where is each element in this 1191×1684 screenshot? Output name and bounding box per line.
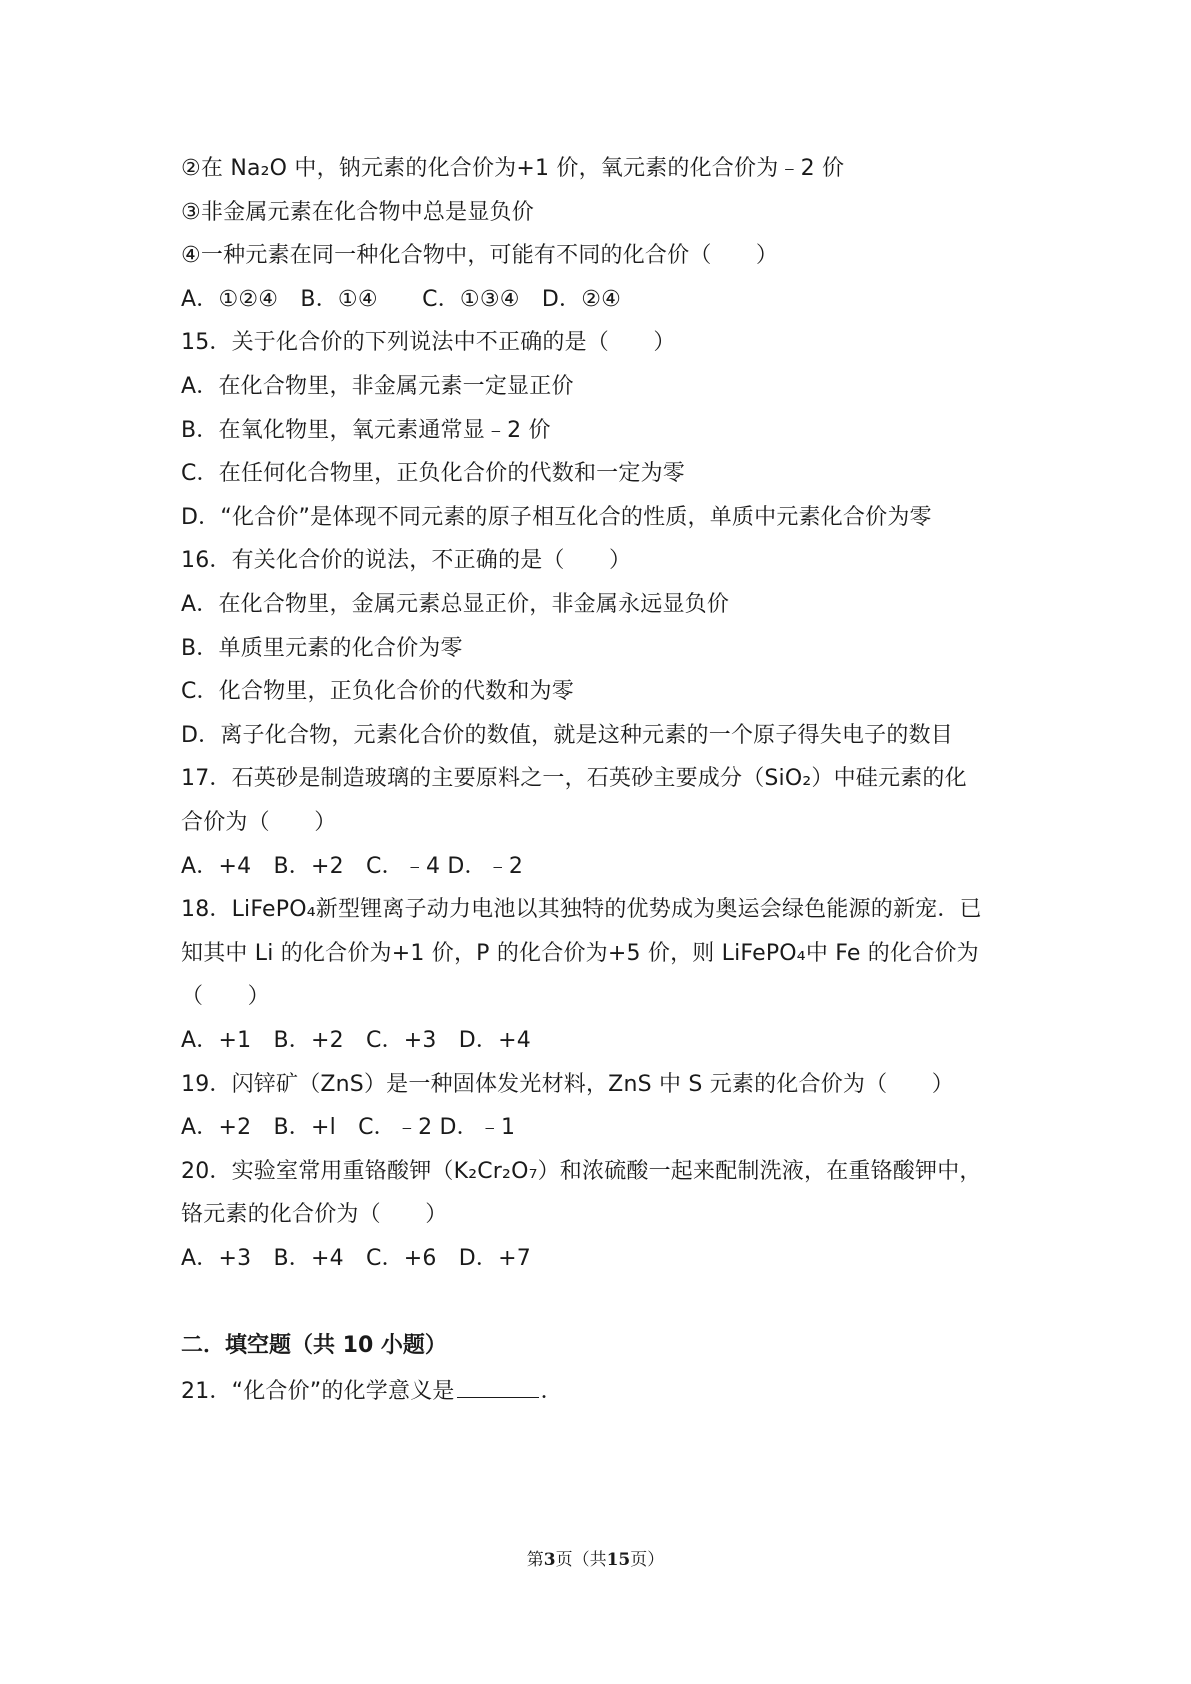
q16-option-c: C．化合物里，正负化合价的代数和为零 xyxy=(181,679,574,704)
q20-options: A．+3 B．+4 C．+6 D．+7 xyxy=(181,1246,531,1271)
q21-stem xyxy=(181,1375,1041,1407)
q16-stem: 16．有关化合价的说法，不正确的是（ ） xyxy=(181,548,632,573)
q18-stem-line-1: 18．LiFePO₄新型锂离子动力电池以其独特的优势成为奥运会绿色能源的新宠．已 xyxy=(181,897,982,922)
q21-text: 21．“化合价”的化学意义是 xyxy=(181,1379,455,1404)
footer-middle: 页（共 xyxy=(555,1550,607,1570)
footer-total-pages: 15 xyxy=(606,1550,631,1570)
page-footer xyxy=(0,1548,1191,1572)
footer-suffix: 页） xyxy=(630,1550,665,1570)
q21-end: ． xyxy=(540,1379,563,1404)
q14-item-3: ③非金属元素在化合物中总是显负价 xyxy=(181,200,534,225)
q20-stem-line-2: 铬元素的化合价为（ ） xyxy=(181,1202,448,1227)
q19-options: A．+2 B．+l C．﹣2 D．﹣1 xyxy=(181,1115,516,1140)
footer-prefix: 第 xyxy=(526,1550,544,1570)
q17-stem-line-2: 合价为（ ） xyxy=(181,810,337,835)
q17-stem-line-1: 17．石英砂是制造玻璃的主要原料之一，石英砂主要成分（SiO₂）中硅元素的化 xyxy=(181,766,967,791)
q18-stem-line-2: 知其中 Li 的化合价为+1 价，P 的化合价为+5 价，则 LiFePO₄中 Fe 的化合价为 xyxy=(181,941,979,966)
answer-blank[interactable] xyxy=(457,1375,539,1398)
q15-option-c: C．在任何化合物里，正负化合价的代数和一定为零 xyxy=(181,461,685,486)
q18-options: A．+1 B．+2 C．+3 D．+4 xyxy=(181,1028,531,1053)
q16-option-d: D．离子化合物，元素化合价的数值，就是这种元素的一个原子得失电子的数目 xyxy=(181,723,953,748)
q16-option-a: A．在化合物里，金属元素总显正价，非金属永远显负价 xyxy=(181,592,730,617)
footer-page-number: 3 xyxy=(543,1550,556,1570)
q18-stem-line-3: （ ） xyxy=(181,984,270,1009)
q15-option-b: B．在氧化物里，氧元素通常显﹣2 价 xyxy=(181,418,551,443)
q17-options: A．+4 B．+2 C．﹣4 D．﹣2 xyxy=(181,854,524,879)
q19-stem: 19．闪锌矿（ZnS）是一种固体发光材料，ZnS 中 S 元素的化合价为（ ） xyxy=(181,1072,954,1097)
q16-option-b: B．单质里元素的化合价为零 xyxy=(181,636,463,661)
q14-options: A．①②④ B．①④ C．①③④ D．②④ xyxy=(181,287,622,312)
q14-item-2: ②在 Na₂O 中，钠元素的化合价为+1 价，氧元素的化合价为﹣2 价 xyxy=(181,156,845,181)
q15-stem: 15．关于化合价的下列说法中不正确的是（ ） xyxy=(181,330,676,355)
q20-stem-line-1: 20．实验室常用重铬酸钾（K₂Cr₂O₇）和浓硫酸一起来配制洗液，在重铬酸钾中， xyxy=(181,1159,982,1184)
q15-option-a: A．在化合物里，非金属元素一定显正价 xyxy=(181,374,574,399)
section-heading: 二．填空题（共 10 小题） xyxy=(181,1333,447,1358)
q14-item-4: ④一种元素在同一种化合物中，可能有不同的化合价（ ） xyxy=(181,243,779,268)
q15-option-d: D．“化合价”是体现不同元素的原子相互化合的性质，单质中元素化合价为零 xyxy=(181,505,932,530)
